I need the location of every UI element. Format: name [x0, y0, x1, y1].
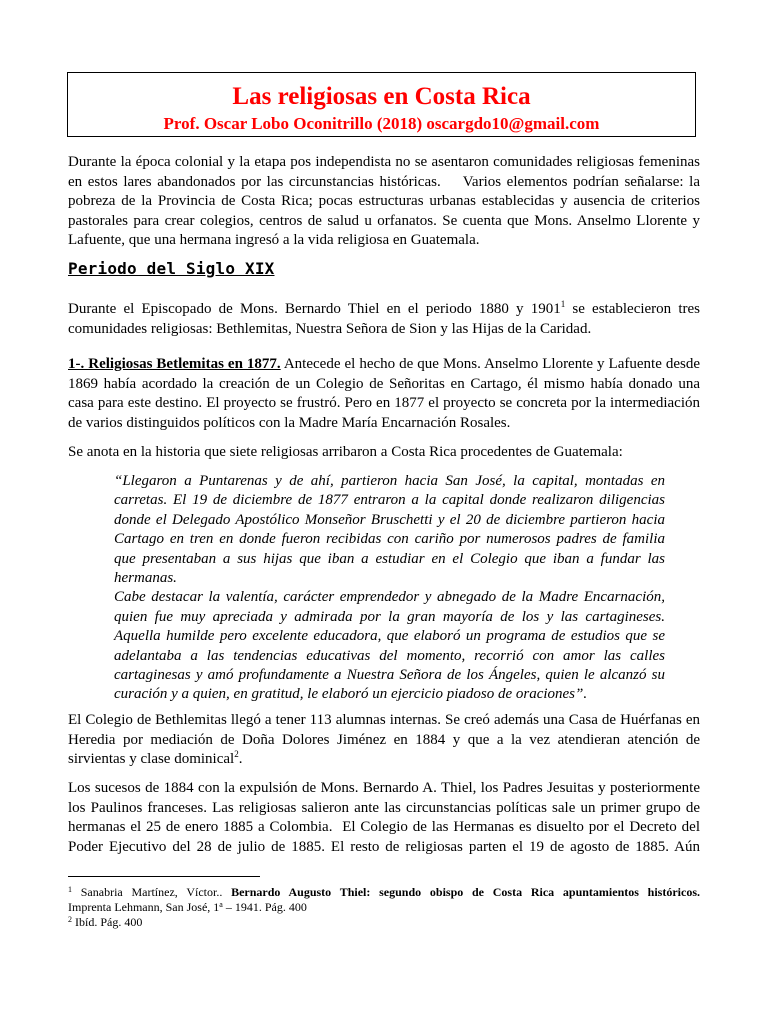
text-line: en estos lares abandonados por las circunstancias históricas. Varios elementos podrían señalarse: la	[68, 173, 700, 190]
quote-line: cartaginesas y amó profundamente a Nuestra Señora de los Ángeles, quien le alcanzó su	[114, 666, 665, 683]
quote-line: curación y a quien, en gratitud, le elaboró un ejercicio piadoso de oraciones”.	[114, 686, 588, 703]
text-line: 1869 había acordado la creación de un Colegio de Señoritas en Cartago, él mismo había donado una	[68, 375, 700, 392]
text-segment: sirvientas y clase dominical	[68, 751, 235, 768]
text-segment: Durante el Episcopado de Mons. Bernardo Thiel en el periodo 1880 y 1901	[68, 301, 561, 317]
title-box	[67, 72, 696, 137]
text-line	[68, 750, 700, 770]
quote-line: carretas. El 19 de diciembre de 1877 entraron a la capital donde realizaron diligencias	[114, 492, 665, 509]
betlemitas-paragraph	[68, 355, 700, 433]
text-line: Los sucesos de 1884 con la expulsión de Mons. Bernardo A. Thiel, los Padres Jesuitas y posteriormente	[68, 780, 700, 796]
text-segment: .	[238, 751, 243, 768]
text-line: pobreza de la Provincia de Costa Rica; pocas estructuras urbanas establecidas y ausencia de criterios	[68, 193, 700, 210]
footnote-year-page: – 1941. Pág. 400	[222, 900, 307, 914]
text-line: de varios distinguidos políticos con la Madre María Encarnación Rosales.	[68, 414, 511, 431]
footnote-ref-2: 2	[234, 749, 239, 760]
text-line: Lafuente, que una hermana ingresó a la vida religiosa en Guatemala.	[68, 232, 480, 249]
episcopado-paragraph	[68, 300, 700, 339]
footnote-publisher: Imprenta Lehmann, San José, 1	[68, 900, 220, 914]
footnote-title: Bernardo Augusto Thiel: segundo obispo de Costa Rica apuntamientos históricos.	[231, 885, 700, 899]
text-line: El Colegio de Bethlemitas llegó a tener 113 alumnas internas. Se creó además una Casa de Huérfanas en	[68, 712, 700, 728]
text-line	[68, 355, 700, 375]
block-quote	[114, 472, 665, 705]
text-line: Heredia por mediación de Doña Dolores Jiménez en 1884 y que a la vez atendieran atención de	[68, 731, 700, 748]
intro-paragraph	[68, 153, 700, 251]
text-line	[68, 300, 700, 320]
quote-line: Cartago en tren en donde fueron recibidas con cariño por numerosos padres de familia	[114, 531, 665, 548]
text-line: Se anota en la historia que siete religiosas arribaron a Costa Rica procedentes de Guatemala:	[68, 444, 623, 460]
footnote-2	[68, 915, 700, 930]
quote-line: Cabe destacar la valentía, carácter emprendedor y abnegado de la Madre Encarnación,	[114, 589, 665, 606]
author-line: Prof. Oscar Lobo Oconitrillo (2018) oscargdo10@gmail.com	[163, 114, 600, 133]
text-line: Durante la época colonial y la etapa pos independista no se asentaron comunidades religiosas femeninas	[68, 154, 700, 170]
document-title: Las religiosas en Costa Rica	[232, 83, 531, 110]
footnote-number: 2	[68, 915, 72, 924]
footnote-1	[68, 885, 700, 915]
footnote-edition-sup: a	[219, 900, 223, 909]
quote-line: adelantaba a las tendencias educativas del momento, recorrió con amor las calles	[114, 647, 665, 664]
section-heading: Periodo del Siglo XIX	[68, 259, 275, 278]
quote-line: Aquella humilde pero excelente educadora, que elaboró un programa de estudios que se	[114, 628, 665, 645]
quote-line: que presentaban a sus hijas que iban a estudiar en el Colegio que iban a fundar las	[114, 550, 665, 567]
text-line: Poder Ejecutivo del 28 de julio de 1885. El resto de religiosas parten el 19 de agosto de 1885. Aún	[68, 838, 700, 855]
quote-line: donde el Delegado Apostólico Monseñor Bruschetti y el 20 de diciembre partieron hacia	[114, 511, 665, 528]
footnote-number: 1	[68, 885, 72, 894]
subsection-heading: 1-. Religiosas Betlemitas en 1877.	[68, 356, 281, 372]
text-line: comunidades religiosas: Bethlemitas, Nuestra Señora de Sion y las Hijas de la Caridad.	[68, 320, 592, 337]
text-line: hermanas el 25 de enero 1885 a Colombia. El Colegio de las Hermanas es disuelto por el Decreto del	[68, 819, 700, 836]
footnote-author: Sanabria Martínez, Víctor..	[72, 885, 232, 899]
text-line: casa para este destino. El proyecto se frustró. Pero en 1877 el proyecto se concreta por la intermediación	[68, 395, 700, 412]
footnote-line	[68, 900, 700, 915]
footnote-separator	[68, 876, 260, 877]
colegio-paragraph	[68, 711, 700, 770]
text-segment: Antecede el hecho de que Mons. Anselmo Llorente y Lafuente desde	[280, 356, 701, 372]
arrival-paragraph	[68, 443, 700, 463]
footnote-text: Ibíd. Pág. 400	[72, 915, 143, 929]
text-line: pastorales para crear colegios, centros de salud u orfanatos. Se cuenta que Mons. Anselmo Llorente y	[68, 212, 700, 229]
sucesos-paragraph	[68, 779, 700, 857]
footnote-ref-1: 1	[560, 299, 566, 309]
quote-line: quien fue muy apreciada y admirada por la gran mayoría de los y las cartagineses.	[114, 608, 665, 625]
footnote-line	[68, 885, 700, 900]
text-segment: se establecieron tres	[565, 301, 700, 317]
quote-line: hermanas.	[114, 569, 177, 586]
quote-line: “Llegaron a Puntarenas y de ahí, partieron hacia San José, la capital, montadas en	[114, 473, 665, 489]
text-line: los Paulinos franceses. Las religiosas salieron ante las circunstancias políticas sale un primer grupo de	[68, 799, 700, 816]
